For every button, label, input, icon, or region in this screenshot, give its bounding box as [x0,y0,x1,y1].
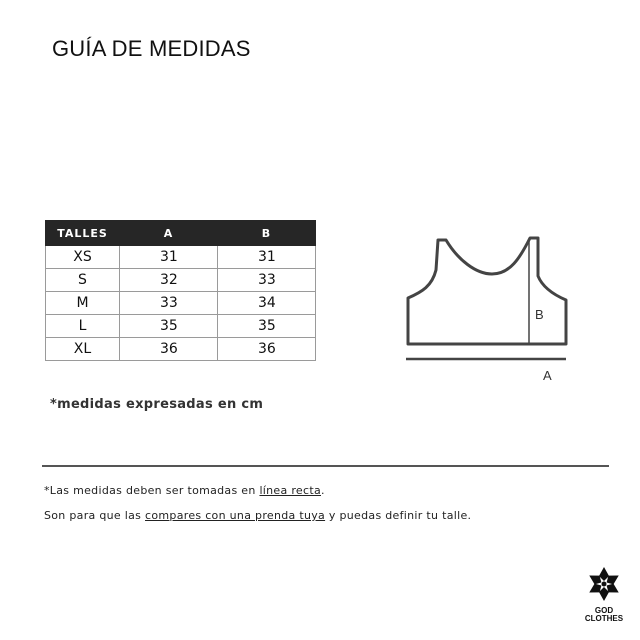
instruction-text: . [321,484,325,497]
measure-a-cell: 33 [120,292,218,315]
header-b: B [218,221,316,246]
label-b: B [535,307,544,322]
snowflake-icon [578,566,630,602]
measure-a-cell: 36 [120,338,218,361]
instruction-line-1 [44,484,325,497]
units-note: *medidas expresadas en cm [50,397,264,412]
brand-logo [578,566,630,623]
measure-b-cell: 31 [218,246,316,269]
crop-top-outline [408,238,566,344]
table-row [46,338,316,361]
size-cell: XS [46,246,120,269]
measure-b-cell: 34 [218,292,316,315]
header-talles: TALLES [46,221,120,246]
instruction-text: Son para que las [44,509,146,522]
label-a: A [543,368,552,383]
measure-b-cell: 33 [218,269,316,292]
table-row [46,315,316,338]
crop-top-diagram [400,230,580,390]
instruction-text: *Las medidas deben ser tomadas en [44,484,260,497]
table-header-row [46,221,316,246]
divider [42,465,609,467]
header-a: A [120,221,218,246]
instruction-text: y puedas definir tu talle. [325,509,472,522]
instruction-line-2 [44,509,471,522]
page-title: GUÍA DE MEDIDAS [52,36,251,61]
underlined-text: compares con una prenda tuya [145,509,326,522]
table-row [46,246,316,269]
logo-text-clothes: CLOTHES [584,614,624,623]
measure-b-cell: 36 [218,338,316,361]
size-cell: L [46,315,120,338]
logo-text-god: GOD [594,606,614,615]
table-row [46,292,316,315]
measure-a-cell: 35 [120,315,218,338]
size-cell: M [46,292,120,315]
size-cell: S [46,269,120,292]
table-row [46,269,316,292]
measure-b-cell: 35 [218,315,316,338]
size-table [45,220,316,361]
measure-a-cell: 31 [120,246,218,269]
size-cell: XL [46,338,120,361]
measure-a-cell: 32 [120,269,218,292]
underlined-text: línea recta [259,484,321,497]
